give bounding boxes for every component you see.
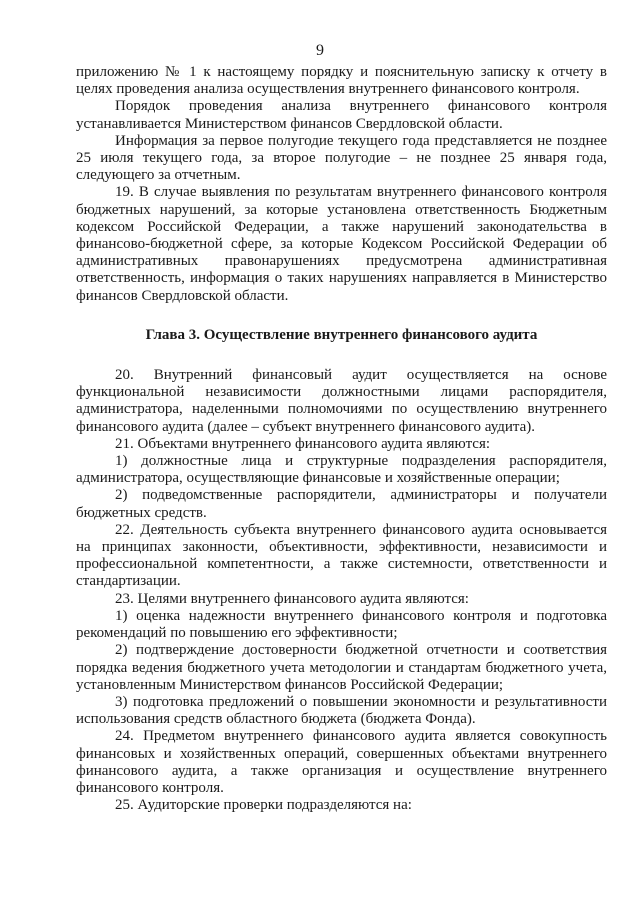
- list-item: 1) должностные лица и структурные подразделения распорядителя, администратора, осуществляющие финансовые и хозяйственные операции;: [76, 453, 607, 487]
- list-item: 2) подведомственные распорядители, администраторы и получатели бюджетных средств.: [76, 487, 607, 521]
- paragraph: Информация за первое полугодие текущего года представляется не позднее 25 июля текущего года, за второе полугодие – не позднее 25 января года, следующего за отчетным.: [76, 132, 607, 184]
- paragraph: 23. Целями внутреннего финансового аудита являются:: [115, 590, 469, 607]
- list-item: 1) оценка надежности внутреннего финансового контроля и подготовка рекомендаций по повышению его эффективности;: [76, 607, 607, 642]
- paragraph: Порядок проведения анализа внутреннего финансового контроля устанавливается Министерством финансов Свердловской области.: [76, 98, 607, 132]
- paragraph: приложению № 1 к настоящему порядку и пояснительную записку к отчету в целях проведения анализа осуществления внутреннего финансового контроля.: [76, 64, 607, 98]
- paragraph: 20. Внутренний финансовый аудит осуществляется на основе функциональной независимости должностными лицами распорядителя, администратора, наделенными полномочиями по осуществлению внутреннего финансового аудита (далее – субъект внутреннего финансового аудита).: [76, 367, 607, 435]
- paragraph: 22. Деятельность субъекта внутреннего финансового аудита основывается на принципах законности, объективности, эффективности, независимости и профессиональной компетентности, а также системности, ответственности и стандартизации.: [76, 521, 607, 590]
- page-number: 9: [316, 42, 324, 59]
- paragraph: 21. Объектами внутреннего финансового аудита являются:: [115, 435, 491, 452]
- list-item: 3) подготовка предложений о повышении экономности и результативности использования средств областного бюджета (бюджета Фонда).: [76, 693, 607, 728]
- paragraph: 24. Предметом внутреннего финансового аудита является совокупность финансовых и хозяйственных операций, совершенных объектами внутреннего финансового аудита, а также организация и осуществление внутреннего финансового контроля.: [76, 728, 607, 796]
- paragraph: 25. Аудиторские проверки подразделяются на:: [115, 797, 412, 814]
- document-body: [76, 64, 607, 814]
- paragraph: 19. В случае выявления по результатам внутреннего финансового контроля бюджетных нарушений, за которые установлена ответственность Бюджетным кодексом Российской Федерации, а также нарушений законодательства в финансово-бюджетной сфере, за которые Кодексом Российской Федерации об административных правонарушениях предусмотрена административная ответственность, информация о таких нарушениях направляется в Министерство финансов Свердловской области.: [76, 184, 607, 304]
- chapter-heading: Глава 3. Осуществление внутреннего финансового аудита: [145, 326, 538, 343]
- list-item: 2) подтверждение достоверности бюджетной отчетности и соответствия порядка ведения бюджетного учета методологии и стандартам бюджетного учета, установленным Министерством финансов Российской Федерации;: [76, 642, 607, 693]
